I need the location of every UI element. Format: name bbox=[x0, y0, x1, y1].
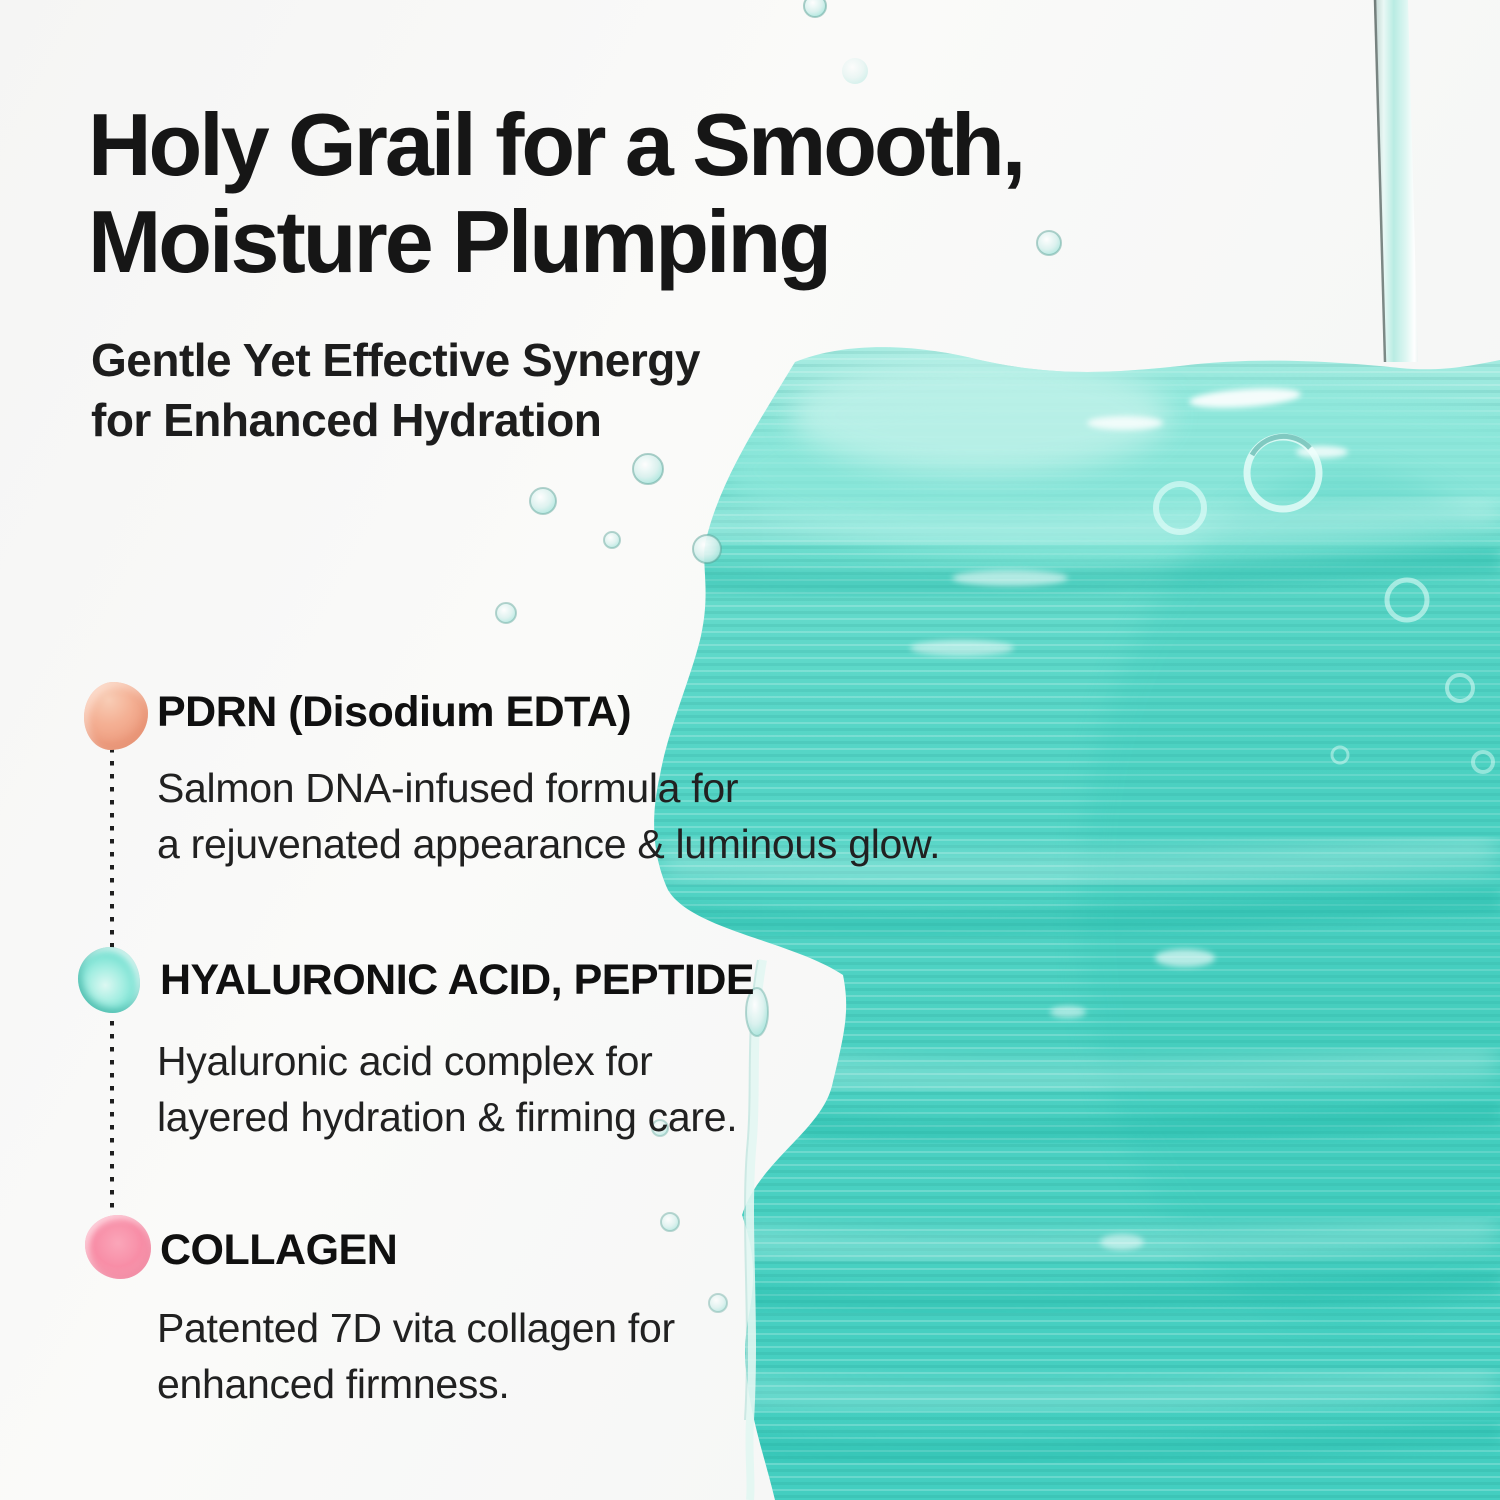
page-subtitle bbox=[91, 330, 700, 450]
ingredient-name-pdrn: PDRN (Disodium EDTA) bbox=[157, 688, 632, 736]
ingredient-description-pdrn: Salmon DNA-infused formula for a rejuvenated appearance & luminous glow. bbox=[157, 765, 941, 867]
page-title-line-2: Moisture Plumping bbox=[88, 192, 829, 291]
ingredient-name-collagen: COLLAGEN bbox=[160, 1226, 398, 1274]
page-subtitle-line-2: for Enhanced Hydration bbox=[91, 394, 602, 446]
page-title-line-1: Holy Grail for a Smooth, bbox=[88, 95, 1024, 194]
ingredient-description-hyaluronic: Hyaluronic acid complex for layered hydration & firming care. bbox=[157, 1038, 738, 1140]
ingredient-description-collagen: Patented 7D vita collagen for enhanced firmness. bbox=[157, 1305, 675, 1407]
ingredient-name-hyaluronic: HYALURONIC ACID, PEPTIDE bbox=[160, 956, 755, 1004]
glass-rod bbox=[1374, 0, 1418, 362]
page-subtitle-line-1: Gentle Yet Effective Synergy bbox=[91, 334, 700, 386]
page-title bbox=[88, 96, 1023, 290]
